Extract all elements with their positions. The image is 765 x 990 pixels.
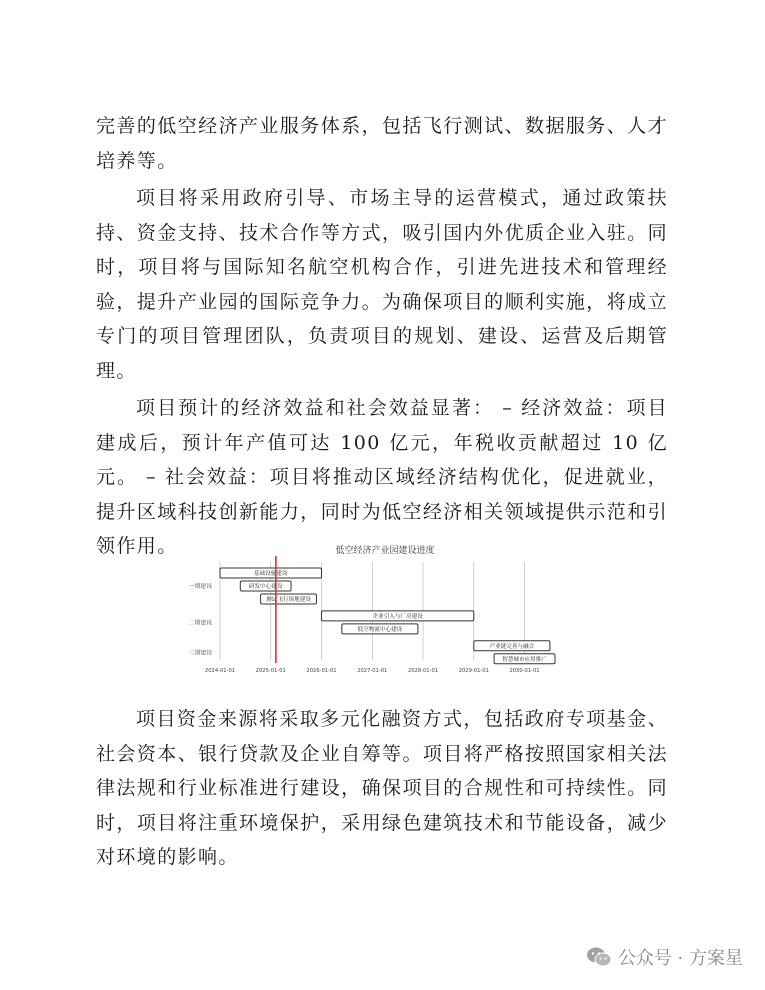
task-label: 企业引入与厂房建设 [372, 614, 423, 621]
paragraph-4: 项目资金来源将采取多元化融资方式，包括政府专项基金、社会资本、银行贷款及企业自筹等。项目将严格按照国家相关法律法规和行业标准进行建设，确保项目的合规性和可持续性。同时，项目将注重环境保护，采用绿色建筑技术和节能设备，减少对环境的影响。 [96, 708, 668, 868]
task-label: 研发中心建设 [248, 584, 283, 591]
construction-gantt-chart [175, 540, 565, 680]
watermark [586, 944, 743, 970]
task-label: 基础设施建设 [253, 571, 288, 578]
x-tick-label: 2029-01-01 [458, 668, 489, 674]
task-label: 低空物流中心建设 [357, 627, 403, 634]
task-label: 测试飞行场地建设 [266, 597, 311, 604]
x-tick-label: 2026-01-01 [306, 668, 337, 674]
phase-label: 二期建设 [188, 620, 212, 627]
phase-label: 三期建设 [188, 650, 212, 657]
x-tick-label: 2024-01-01 [204, 668, 236, 674]
watermark-text: 公众号 · 方案星 [617, 948, 743, 969]
paragraph-2: 项目将采用政府引导、市场主导的运营模式，通过政策扶持、资金支持、技术合作等方式，吸引国内外优质企业入驻。同时，项目将与国际知名航空机构合作，引进先进技术和管理经验，提升产业园的国际竞争力。为确保项目的顺利实施，将成立专门的项目管理团队，负责项目的规划、建设、运营及后期管理。 [96, 187, 668, 382]
chart-title: 低空经济产业园建设进度 [335, 546, 435, 556]
text-block-bottom [96, 702, 668, 875]
paragraph-3: 项目预计的经济效益和社会效益显著： – 经济效益：项目建成后，预计年产值可达 100 亿元，年税收贡献超过 10 亿元。 – 社会效益：项目将推动区域经济结构优化，促进就业，提升区域科技创新能力，同时为低空经济相关领域提供示范和引领作用。 [96, 397, 668, 557]
phase-label: 一期建设 [188, 584, 212, 590]
task-label: 产业链完善与融合 [489, 644, 535, 650]
x-tick-label: 2030-01-01 [509, 668, 540, 674]
x-tick-label: 2028-01-01 [407, 668, 439, 674]
task-label: 智慧城市应用推广 [502, 657, 547, 663]
wechat-icon [586, 946, 612, 968]
x-tick-label: 2025-01-01 [255, 668, 286, 674]
x-tick-label: 2027-01-01 [357, 668, 388, 674]
text-block-top [96, 109, 668, 564]
paragraph-1: 完善的低空经济产业服务体系，包括飞行测试、数据服务、人才培养等。 [96, 115, 668, 172]
